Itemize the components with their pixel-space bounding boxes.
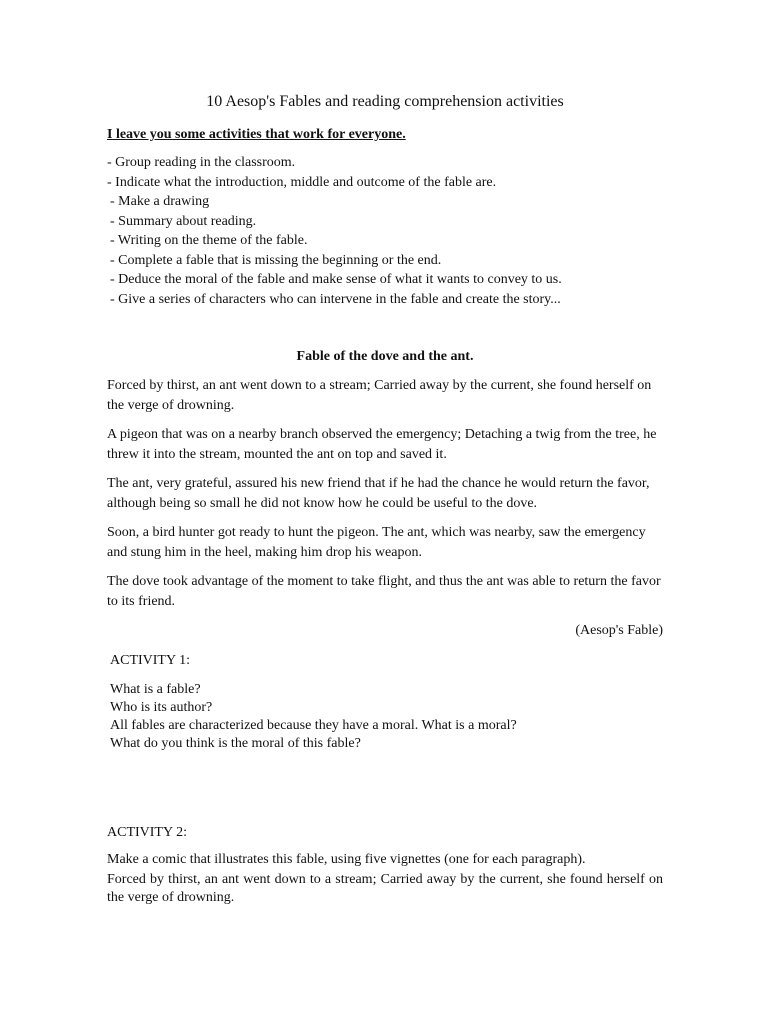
document-title: 10 Aesop's Fables and reading comprehension activities — [206, 93, 564, 110]
fable-paragraph: The ant, very grateful, assured his new friend that if he had the chance he would return the favor, although being so small he did not know how he could be useful to the dove. — [107, 476, 650, 511]
question-item: All fables are characterized because they have a moral. What is a moral? — [110, 718, 517, 733]
activity-2-instruction: Make a comic that illustrates this fable, using five vignettes (one for each paragraph). — [107, 852, 586, 867]
question-item: What is a fable? — [110, 682, 201, 697]
activities-list — [107, 153, 562, 309]
activity-2-quote: Forced by thirst, an ant went down to a stream; Carried away by the current, she found herself on the verge of drowning. — [107, 872, 663, 905]
fable-title: Fable of the dove and the ant. — [296, 349, 474, 364]
fable-paragraph: Forced by thirst, an ant went down to a stream; Carried away by the current, she found herself on the verge of drowning. — [107, 378, 652, 413]
activity-2-label: ACTIVITY 2: — [107, 825, 187, 840]
list-item: - Give a series of characters who can intervene in the fable and create the story... — [110, 291, 561, 307]
list-item: - Writing on the theme of the fable. — [110, 233, 308, 248]
list-item: - Indicate what the introduction, middle and outcome of the fable are. — [107, 174, 497, 190]
list-item: - Deduce the moral of the fable and make sense of what it wants to convey to us. — [110, 272, 562, 287]
fable-paragraph: A pigeon that was on a nearby branch observed the emergency; Detaching a twig from the tree, he threw it into the stream, mounted the ant on top and saved it. — [107, 427, 657, 462]
fable-paragraph: Soon, a bird hunter got ready to hunt the pigeon. The ant, which was nearby, saw the emergency and stung him in the heel, making him drop his weapon. — [107, 525, 646, 560]
intro-heading: I leave you some activities that work for everyone. — [107, 127, 406, 142]
question-item: What do you think is the moral of this fable? — [110, 736, 361, 751]
fable-source: (Aesop's Fable) — [575, 623, 663, 638]
list-item: - Group reading in the classroom. — [107, 155, 296, 170]
fable-paragraph: The dove took advantage of the moment to take flight, and thus the ant was able to return the favor to its friend. — [107, 574, 661, 609]
list-item: - Complete a fable that is missing the beginning or the end. — [110, 252, 442, 268]
list-item: - Summary about reading. — [110, 213, 257, 229]
question-item: Who is its author? — [110, 700, 213, 715]
activity-1-questions — [110, 681, 517, 753]
list-item: - Make a drawing — [110, 194, 210, 209]
activity-1-label: ACTIVITY 1: — [110, 653, 190, 668]
